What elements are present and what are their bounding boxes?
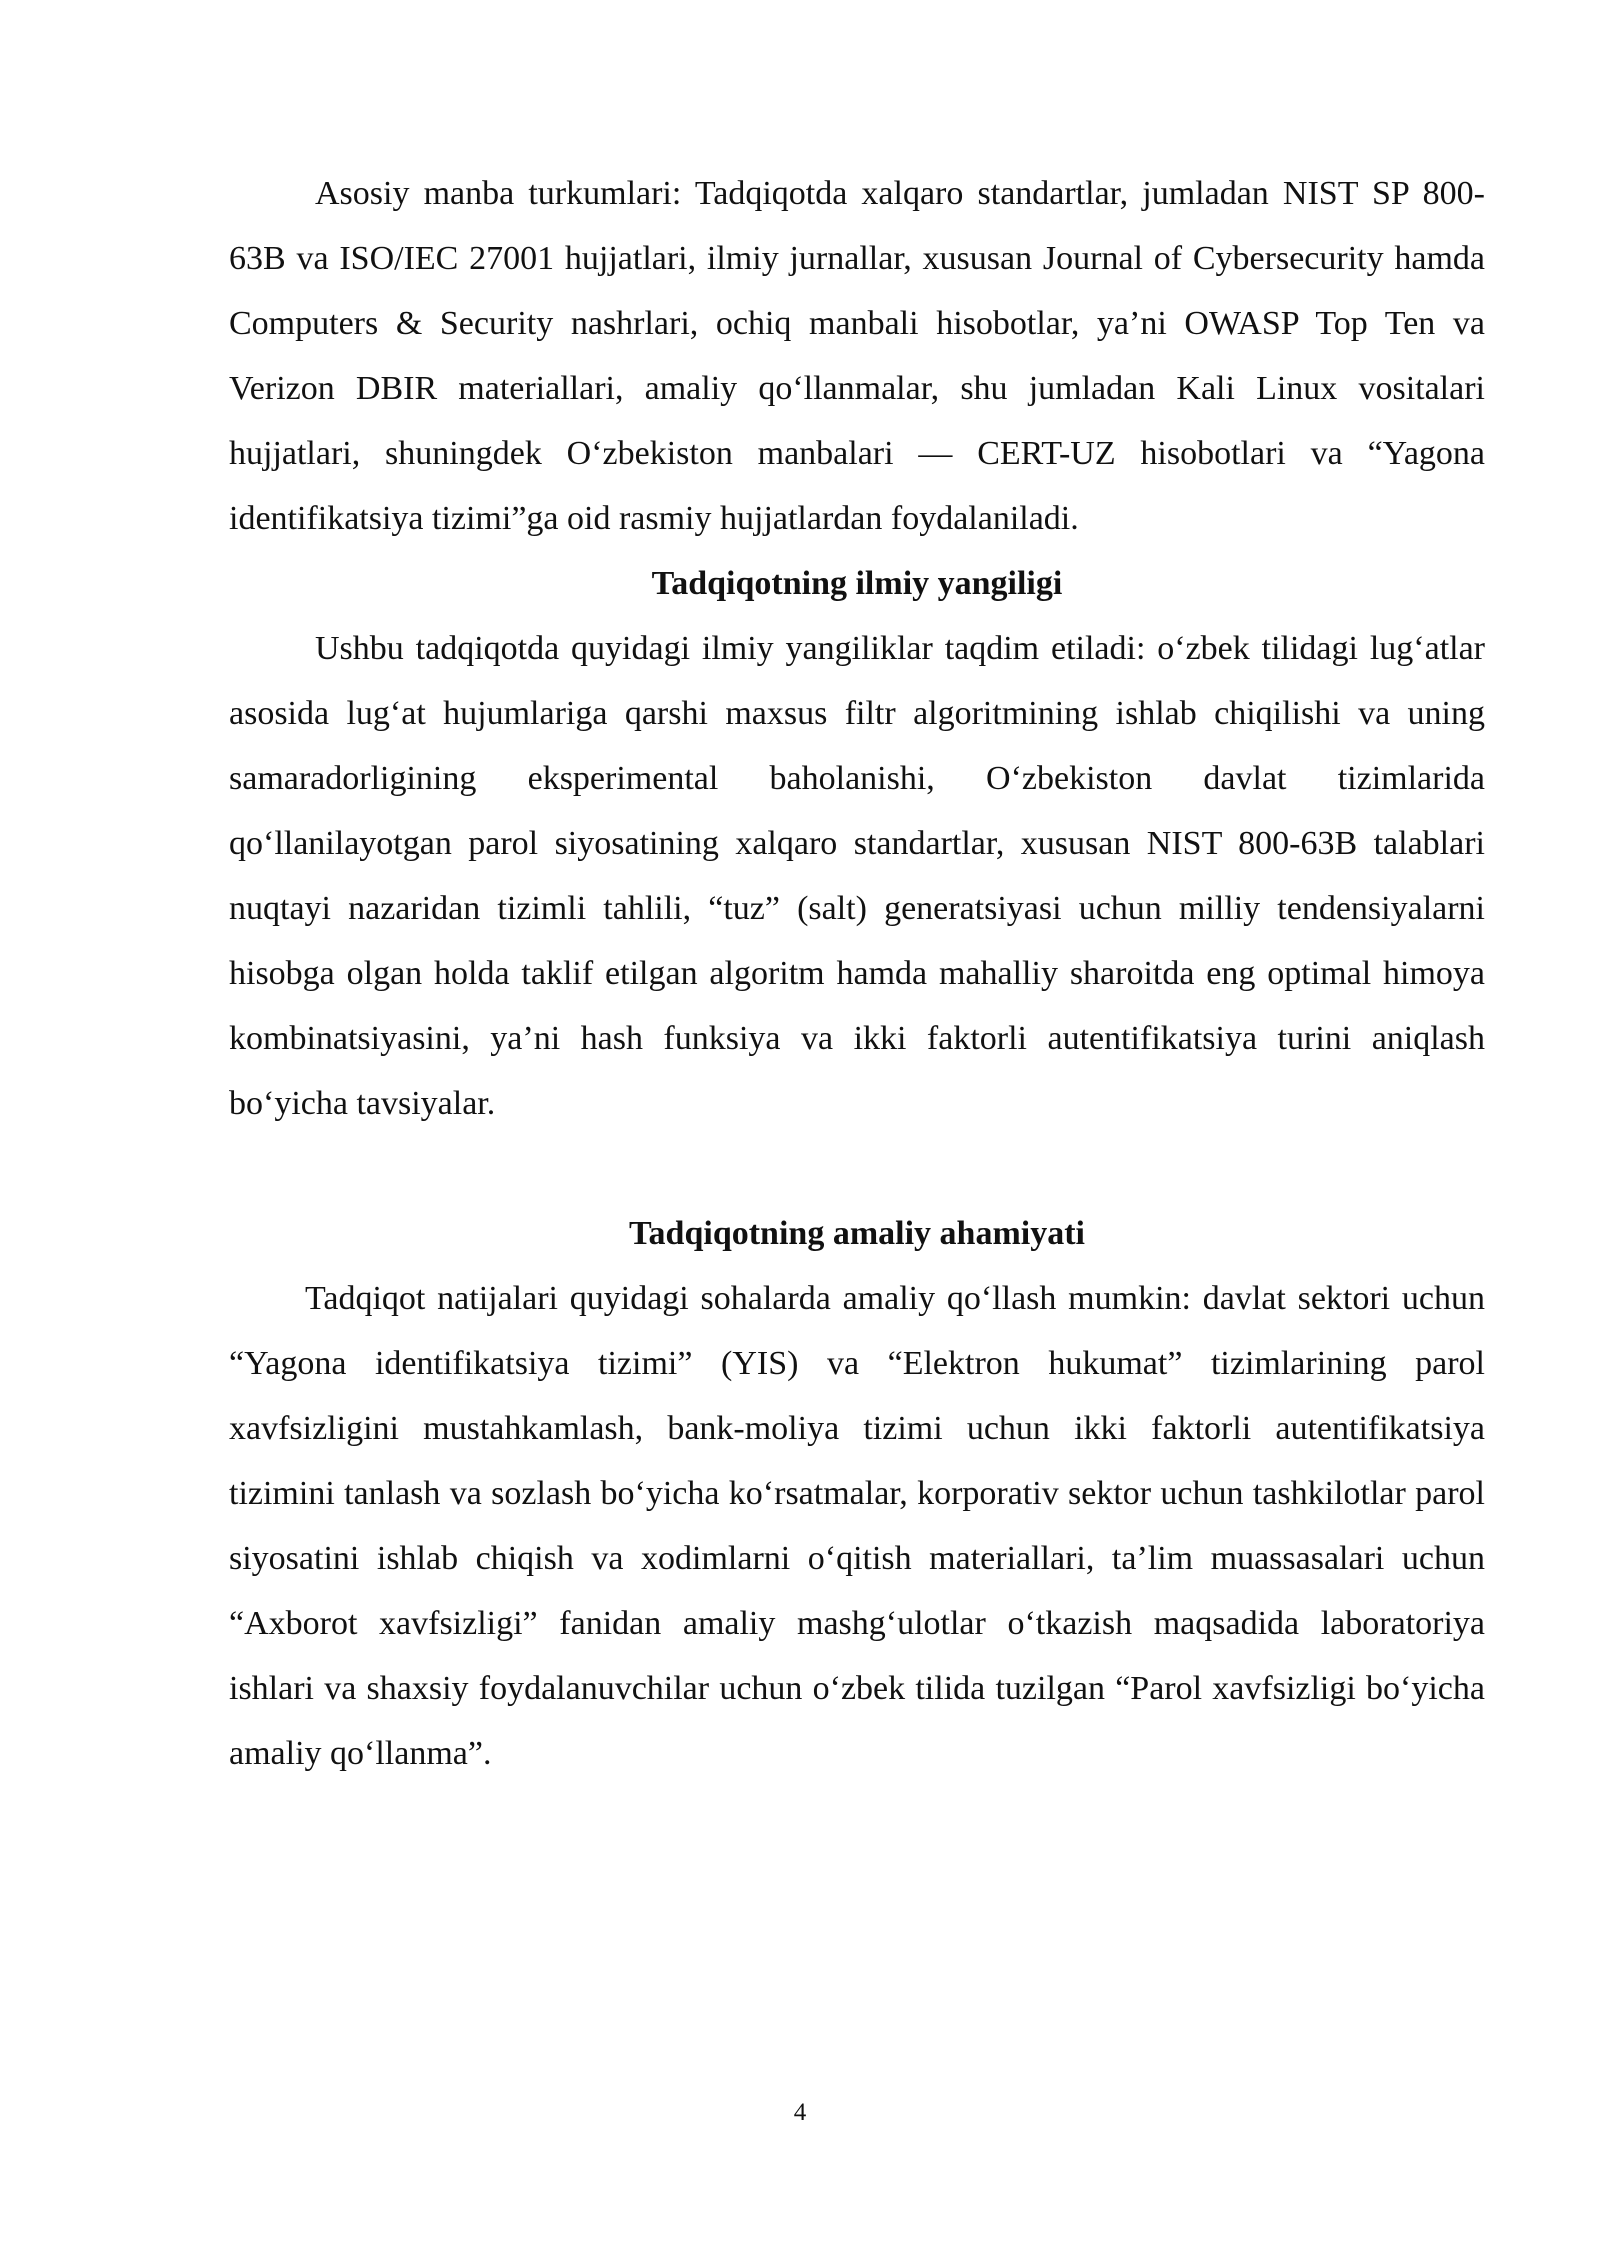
paragraph-sources: Asosiy manba turkumlari: Tadqiqotda xalqaro standartlar, jumladan NIST SP 800-63B va ISO/IEC 27001 hujjatlari, ilmiy jurnallar, xususan Journal of Cybersecurity hamda Computers & Security nashrlari, ochiq manbali hisobotlar, ya’ni OWASP Top Ten va Verizon DBIR materiallari, amaliy qo‘llanmalar, shu jumladan Kali Linux vositalari hujjatlari, shuningdek O‘zbekiston manbalari — CERT-UZ hisobotlari va “Yagona identifikatsiya tizimi”ga oid rasmiy hujjatlardan foydalaniladi.	[229, 175, 1485, 537]
page-content	[229, 161, 1485, 1786]
heading-practical-significance: Tadqiqotning amaliy ahamiyati	[629, 1215, 1085, 1252]
paragraph-scientific-novelty: Ushbu tadqiqotda quyidagi ilmiy yangiliklar taqdim etiladi: o‘zbek tilidagi lug‘atlar asosida lug‘at hujumlariga qarshi maxsus filtr algoritmining ishlab chiqilishi va uning samaradorligining eksperimental baholanishi, O‘zbekiston davlat tizimlarida qo‘llanilayotgan parol siyosatining xalqaro standartlar, xususan NIST 800-63B talablari nuqtayi nazaridan tizimli tahlili, “tuz” (salt) generatsiyasi uchun milliy tendensiyalarni hisobga olgan holda taklif etilgan algoritm hamda mahalliy sharoitda eng optimal himoya kombinatsiyasini, ya’ni hash funksiya va ikki faktorli autentifikatsiya turini aniqlash bo‘yicha tavsiyalar.	[229, 630, 1485, 1122]
page-number: 4	[793, 2099, 807, 2126]
heading-scientific-novelty: Tadqiqotning ilmiy yangiligi	[651, 565, 1063, 602]
paragraph-spacer	[229, 1136, 1485, 1201]
paragraph-practical-significance: Tadqiqot natijalari quyidagi sohalarda amaliy qo‘llash mumkin: davlat sektori uchun “Yagona identifikatsiya tizimi” (YIS) va “Elektron hukumat” tizimlarining parol xavfsizligini mustahkamlash, bank-moliya tizimi uchun ikki faktorli autentifikatsiya tizimini tanlash va sozlash bo‘yicha ko‘rsatmalar, korporativ sektor uchun tashkilotlar parol siyosatini ishlab chiqish va xodimlarni o‘qitish materiallari, ta’lim muassasalari uchun “Axborot xavfsizligi” fanidan amaliy mashg‘ulotlar o‘tkazish maqsadida laboratoriya ishlari va shaxsiy foydalanuvchilar uchun o‘zbek tilida tuzilgan “Parol xavfsizligi bo‘yicha amaliy qo‘llanma”.	[229, 1280, 1485, 1772]
